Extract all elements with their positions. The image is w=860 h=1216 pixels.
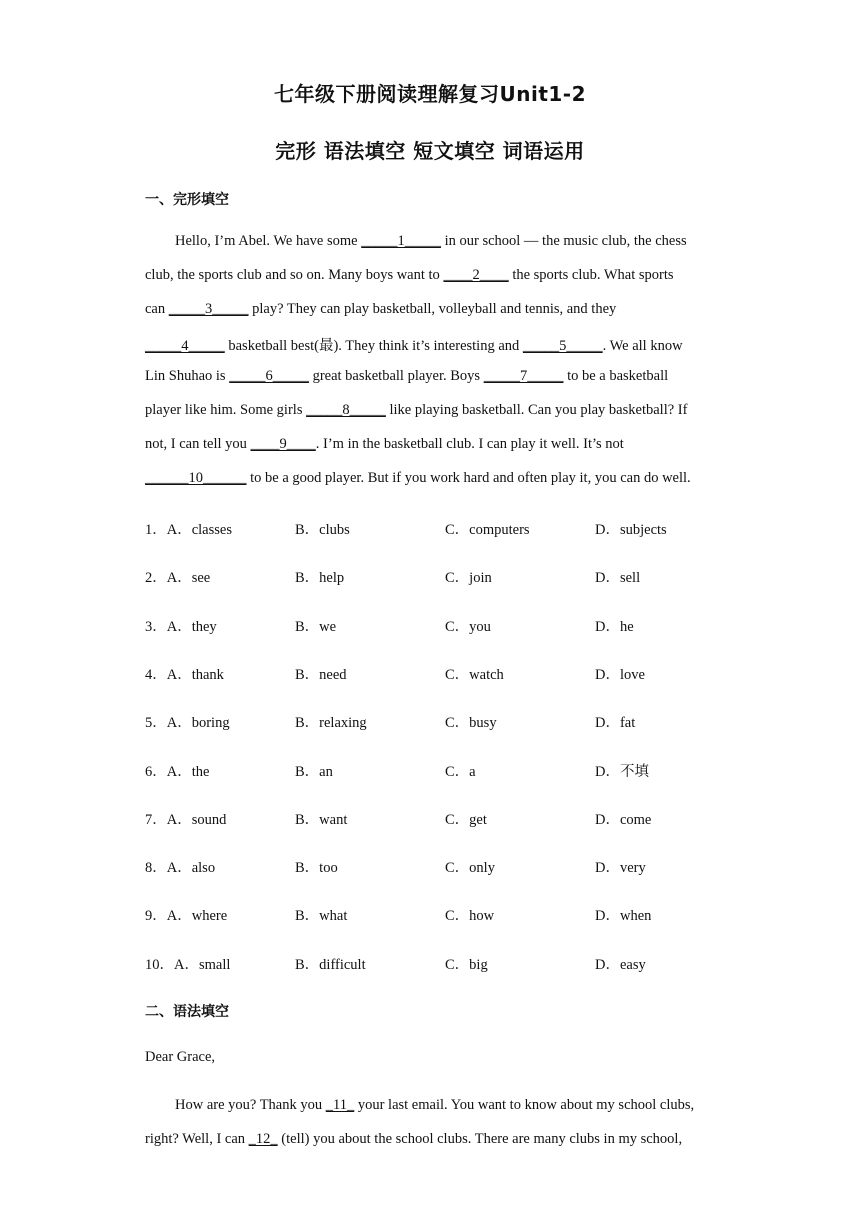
question-row bbox=[145, 760, 745, 780]
question-row bbox=[145, 615, 745, 635]
blank-field: ______10______ bbox=[145, 469, 247, 486]
section2-heading: 二、语法填空 bbox=[145, 1004, 229, 1020]
option-c: C．a bbox=[445, 763, 476, 780]
passage-text: to be a basketball bbox=[563, 368, 669, 385]
option-b: B．need bbox=[295, 666, 347, 683]
option-a: 2．A．see bbox=[145, 570, 211, 587]
question-row bbox=[145, 904, 745, 924]
option-c: C．watch bbox=[445, 666, 504, 683]
document-subtitle: 完形 语法填空 短文填空 词语运用 bbox=[275, 139, 585, 163]
blank-field: ____2____ bbox=[443, 266, 509, 283]
option-c: C．how bbox=[445, 908, 495, 925]
letter-greeting: Dear Grace, bbox=[145, 1049, 216, 1065]
option-d: D．easy bbox=[595, 956, 646, 973]
option-a: 8．A．also bbox=[145, 860, 216, 877]
passage-text: great basketball player. Boys bbox=[308, 368, 484, 385]
option-d: D．fat bbox=[595, 715, 636, 732]
passage-text: in our school — the music club, the chess bbox=[440, 233, 687, 249]
passage-line bbox=[175, 233, 687, 250]
option-d: D．不填 bbox=[595, 763, 649, 780]
option-b: B．help bbox=[295, 570, 345, 587]
passage-text: basketball best(最). They think it’s interesting and bbox=[224, 338, 523, 355]
passage-line bbox=[145, 301, 616, 318]
option-c: C．busy bbox=[445, 715, 497, 732]
passage-text: play? They can play basketball, volleyball and tennis, and they bbox=[248, 300, 617, 317]
passage-text: your last email. You want to know about my school clubs, bbox=[354, 1097, 695, 1113]
passage-text: right? Well, I can bbox=[145, 1130, 249, 1147]
question-row bbox=[145, 711, 745, 731]
option-a: 10．A．small bbox=[145, 956, 231, 973]
question-row bbox=[145, 663, 745, 683]
blank-field: ____9____ bbox=[250, 435, 316, 452]
option-b: B．want bbox=[295, 811, 348, 828]
passage-line bbox=[145, 402, 687, 419]
passage-text: Hello, I’m Abel. We have some bbox=[175, 233, 362, 249]
blank-field: _____3_____ bbox=[168, 300, 249, 317]
document-title: 七年级下册阅读理解复习Unit1-2 bbox=[273, 82, 587, 106]
passage-text: How are you? Thank you bbox=[175, 1097, 326, 1113]
option-c: C．you bbox=[445, 618, 491, 635]
option-c: C．computers bbox=[445, 522, 530, 538]
passage-text: . We all know bbox=[602, 338, 683, 355]
option-a: 1．A．classes bbox=[145, 522, 232, 538]
passage-text: Lin Shuhao is bbox=[145, 368, 230, 385]
question-row bbox=[145, 566, 745, 586]
option-b: B．relaxing bbox=[295, 715, 367, 732]
option-a: 5．A．boring bbox=[145, 715, 230, 732]
blank-field: _____5_____ bbox=[522, 338, 603, 355]
blank-field: _12_ bbox=[248, 1130, 278, 1147]
passage-text: not, I can tell you bbox=[145, 435, 251, 452]
blank-field: _____1_____ bbox=[361, 233, 441, 249]
question-row bbox=[145, 808, 745, 828]
blank-field: _____7_____ bbox=[483, 368, 564, 385]
option-b: B．an bbox=[295, 763, 333, 780]
passage-text: can bbox=[145, 300, 169, 317]
blank-field: _____6_____ bbox=[229, 368, 309, 385]
passage-line bbox=[145, 267, 674, 284]
passage-text: (tell) you about the school clubs. There are many clubs in my school, bbox=[277, 1130, 683, 1147]
option-d: D．come bbox=[595, 811, 652, 828]
option-d: D．very bbox=[595, 860, 646, 877]
passage-text: . I’m in the basketball club. I can play it well. It’s not bbox=[315, 435, 624, 452]
section1-heading: 一、完形填空 bbox=[145, 192, 229, 208]
option-d: D．subjects bbox=[595, 522, 667, 538]
passage-text: the sports club. What sports bbox=[508, 266, 674, 283]
passage-line bbox=[145, 436, 624, 453]
option-a: 9．A．where bbox=[145, 908, 228, 925]
option-c: C．only bbox=[445, 860, 495, 877]
question-row bbox=[145, 518, 745, 538]
option-b: B．too bbox=[295, 860, 338, 877]
option-a: 6．A．the bbox=[145, 763, 210, 780]
option-c: C．get bbox=[445, 811, 487, 828]
option-b: B．what bbox=[295, 908, 348, 925]
blank-field: _____8_____ bbox=[306, 402, 386, 418]
passage-line bbox=[145, 470, 691, 487]
option-d: D．when bbox=[595, 908, 652, 925]
passage-text: like playing basketball. Can you play basketball? If bbox=[385, 402, 688, 418]
option-c: C．join bbox=[445, 570, 492, 587]
option-a: 4．A．thank bbox=[145, 666, 224, 683]
option-d: D．sell bbox=[595, 570, 641, 587]
passage-text: to be a good player. But if you work hard and often play it, you can do well. bbox=[246, 469, 691, 486]
passage-text: club, the sports club and so on. Many boys want to bbox=[145, 266, 444, 283]
option-a: 7．A．sound bbox=[145, 811, 227, 828]
question-row bbox=[145, 953, 745, 973]
option-a: 3．A．they bbox=[145, 618, 217, 635]
question-row bbox=[145, 856, 745, 876]
option-b: B．we bbox=[295, 618, 337, 635]
blank-field: _____4_____ bbox=[145, 338, 225, 355]
passage-line bbox=[145, 368, 668, 385]
option-d: D．he bbox=[595, 618, 634, 635]
option-b: B．difficult bbox=[295, 956, 366, 973]
option-d: D．love bbox=[595, 666, 645, 683]
option-b: B．clubs bbox=[295, 522, 350, 538]
passage-line bbox=[145, 334, 683, 355]
passage-line bbox=[145, 1131, 682, 1148]
option-c: C．big bbox=[445, 956, 488, 973]
passage-line bbox=[175, 1097, 694, 1114]
blank-field: _11_ bbox=[325, 1097, 355, 1113]
passage-text: player like him. Some girls bbox=[145, 402, 307, 418]
